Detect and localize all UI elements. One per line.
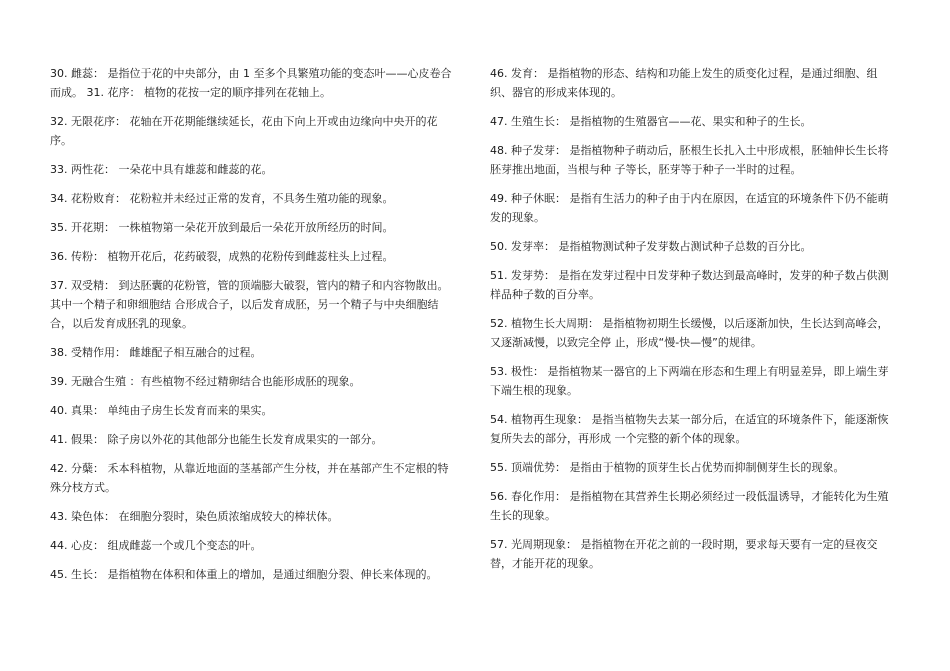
definition-46: 46. 发育： 是指植物的形态、结构和功能上发生的质变化过程，是通过细胞、组织、器官的形成来体现的。 xyxy=(490,67,878,99)
definition-53: 53. 极性： 是指植物某一器官的上下两端在形态和生理上有明显差异，即上端生芽下端生根的现象。 xyxy=(490,365,889,397)
definition-42: 42. 分蘖： 禾本科植物，从靠近地面的茎基部产生分枝，并在基部产生不定根的特殊分枝方式。 xyxy=(50,462,449,494)
definition-48: 48. 种子发芽： 是指植物种子萌动后，胚根生长扎入土中形成根，胚轴伸长生长将胚芽推出地面，当根与种 子等长，胚芽等于种子一半时的过程。 xyxy=(490,144,889,176)
definition-37: 37. 双受精： 到达胚囊的花粉管，管的顶端膨大破裂，管内的精子和内容物散出。其中一个精子和卵细胞结 合形成合子，以后发育成胚，另一个精子与中央细胞结合，以后发育成胚乳的现象。 xyxy=(50,279,449,330)
right-column xyxy=(490,64,898,583)
definition-44: 44. 心皮： 组成雌蕊一个或几个变态的叶。 xyxy=(50,539,262,552)
definition-38: 38. 受精作用： 雌雄配子相互融合的过程。 xyxy=(50,346,262,359)
definition-56: 56. 春化作用： 是指植物在其营养生长期必须经过一段低温诱导，才能转化为生殖生长的现象。 xyxy=(490,490,889,522)
definition-45: 45. 生长： 是指植物在体积和体重上的增加，是通过细胞分裂、伸长来体现的。 xyxy=(50,568,438,581)
definition-52: 52. 植物生长大周期： 是指植物初期生长缓慢，以后逐渐加快，生长达到高峰会，又逐渐减慢，以致完全停 止，形成“慢-快—慢”的规律。 xyxy=(490,317,889,349)
definition-50: 50. 发芽率： 是指植物测试种子发芽数占测试种子总数的百分比。 xyxy=(490,240,812,253)
definition-57: 57. 光周期现象： 是指植物在开花之前的一段时期，要求每天要有一定的昼夜交替，才能开花的现象。 xyxy=(490,538,878,570)
definition-33: 33. 两性花： 一朵花中具有雄蕊和雌蕊的花。 xyxy=(50,163,273,176)
definition-30-31: 30. 雌蕊： 是指位于花的中央部分，由 1 至多个具繁殖功能的变态叶——心皮卷合而成。 31. 花序： 植物的花按一定的顺序排列在花轴上。 xyxy=(50,67,452,99)
definition-41: 41. 假果： 除子房以外花的其他部分也能生长发育成果实的一部分。 xyxy=(50,433,383,446)
definition-36: 36. 传粉： 植物开花后，花药破裂，成熟的花粉传到雌蕊柱头上过程。 xyxy=(50,250,394,263)
definition-43: 43. 染色体： 在细胞分裂时，染色质浓缩成较大的棒状体。 xyxy=(50,510,339,523)
definition-54: 54. 植物再生现象： 是指当植物失去某一部分后，在适宜的环境条件下，能逐渐恢复所失去的部分，再形成 一个完整的新个体的现象。 xyxy=(490,413,889,445)
definition-35: 35. 开花期： 一株植物第一朵花开放到最后一朵花开放所经历的时间。 xyxy=(50,221,394,234)
definition-47: 47. 生殖生长： 是指植物的生殖器官——花、果实和种子的生长。 xyxy=(490,115,812,128)
definition-39: 39. 无融合生殖 ：有些植物不经过精卵结合也能形成胚的现象。 xyxy=(50,375,361,388)
definition-32: 32. 无限花序： 花轴在开花期能继续延长，花由下向上开或由边缘向中央开的花序。 xyxy=(50,115,438,147)
definition-49: 49. 种子休眠： 是指有生活力的种子由于内在原因，在适宜的环境条件下仍不能萌发的现象。 xyxy=(490,192,889,224)
definition-51: 51. 发芽势： 是指在发芽过程中日发芽种子数达到最高峰时，发芽的种子数占供测样品种子数的百分率。 xyxy=(490,269,889,301)
definition-55: 55. 顶端优势： 是指由于植物的顶芽生长占优势而抑制侧芽生长的现象。 xyxy=(490,461,845,474)
definition-34: 34. 花粉败育： 花粉粒并未经过正常的发育，不具务生殖功能的现象。 xyxy=(50,192,394,205)
definition-40: 40. 真果： 单纯由子房生长发育而来的果实。 xyxy=(50,404,273,417)
left-column xyxy=(50,64,458,594)
